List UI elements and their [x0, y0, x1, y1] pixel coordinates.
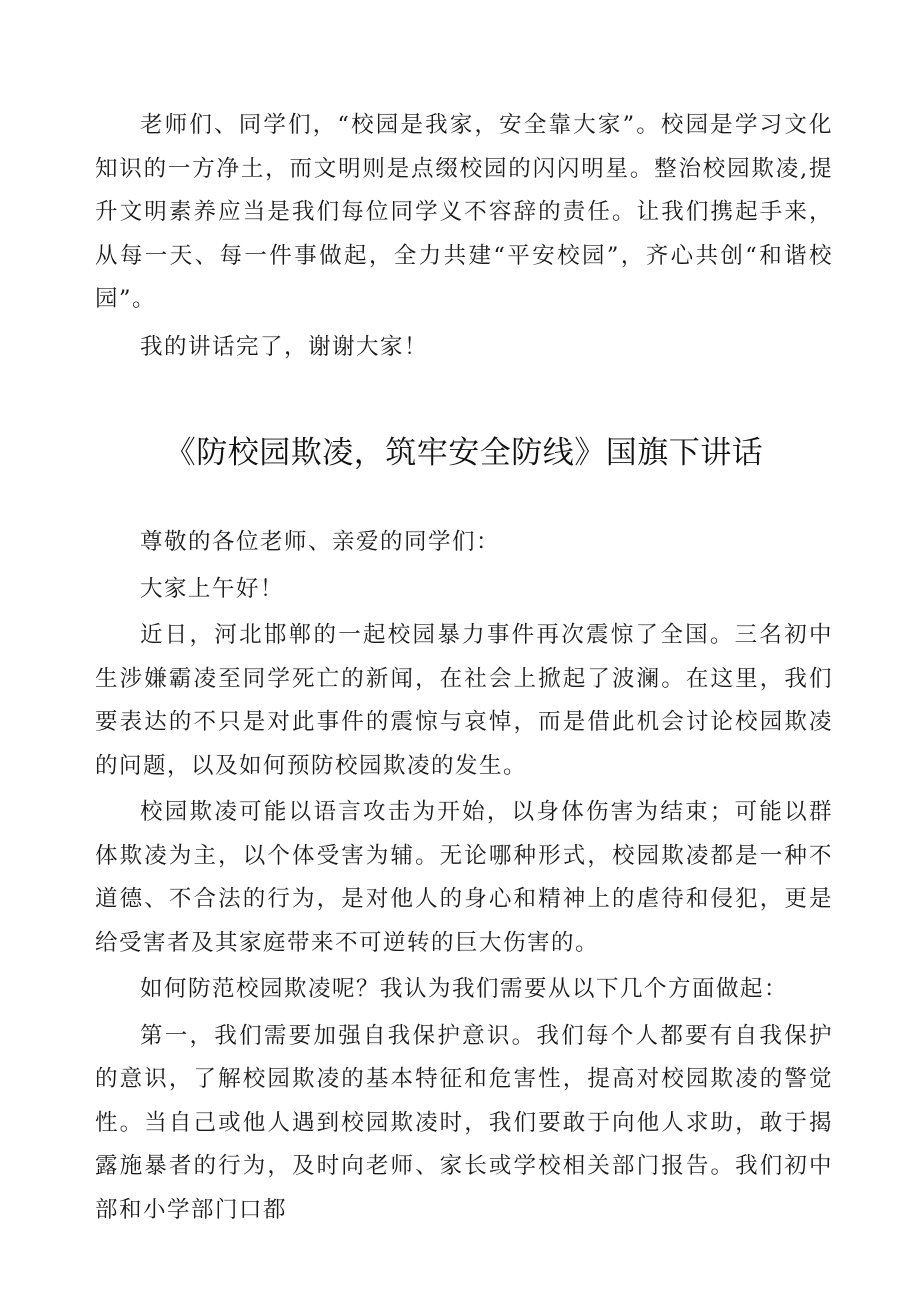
speech-paragraph: 校园欺凌可能以语言攻击为开始，以身体伤害为结束；可能以群体欺凌为主，以个体受害为辅。无论哪种形式，校园欺凌都是一种不道德、不合法的行为，是对他人的身心和精神上的虐待和侵犯，更是给受害者及其家庭带来不可逆转的巨大伤害的。 [95, 799, 833, 956]
speech-title: 《防校园欺凌，筑牢安全防线》国旗下讲话 [164, 435, 764, 471]
closing-paragraph: 老师们、同学们，“校园是我家，安全靠大家”。校园是学习文化知识的一方净土，而文明则是点缀校园的闪闪明星。整治校园欺凌,提升文明素养应当是我们每位同学义不容辞的责任。让我们携起手来，从每一天、每一件事做起，全力共建“平安校园”，齐心共创“和谐校园”。 [95, 112, 833, 312]
closing-thanks: 我的讲话完了，谢谢大家！ [140, 333, 429, 360]
speech-greeting: 大家上午好！ [140, 575, 285, 602]
speech-salutation: 尊敬的各位老师、亲爱的同学们： [140, 529, 501, 555]
speech-paragraph: 如何防范校园欺凌呢？我认为我们需要从以下几个方面做起： [140, 976, 789, 1002]
speech-paragraph: 近日，河北邯郸的一起校园暴力事件再次震惊了全国。三名初中生涉嫌霸凌至同学死亡的新闻，在社会上掀起了波澜。在这里，我们要表达的不只是对此事件的震惊与哀悼，而是借此机会讨论校园欺凌的问题，以及如何预防校园欺凌的发生。 [95, 622, 833, 779]
speech-paragraph: 第一，我们需要加强自我保护意识。我们每个人都要有自我保护的意识，了解校园欺凌的基本特征和危害性，提高对校园欺凌的警觉性。当自己或他人遇到校园欺凌时，我们要敢于向他人求助，敢于揭露施暴者的行为，及时向老师、家长或学校相关部门报告。我们初中部和小学部门口都 [95, 1022, 833, 1223]
closing-section [95, 104, 833, 369]
document-page [95, 104, 833, 1235]
speech-body [95, 521, 833, 1232]
